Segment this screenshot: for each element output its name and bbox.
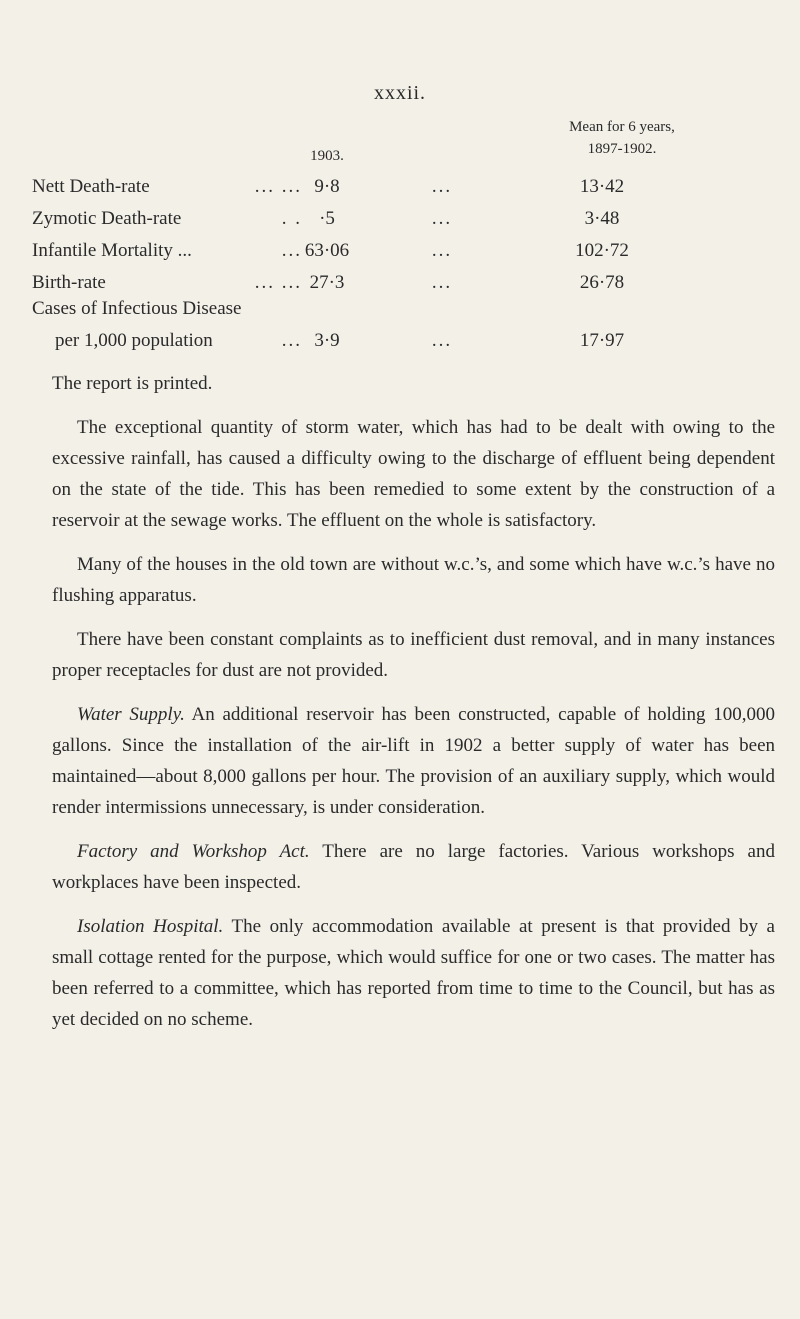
value-mean: 26·78 bbox=[579, 272, 625, 293]
column-header-1903: 1903. bbox=[310, 148, 344, 164]
paragraph bbox=[52, 911, 775, 1035]
section-heading: Factory and Workshop Act. bbox=[77, 841, 310, 862]
table-row bbox=[32, 298, 732, 328]
leader-dots: ... bbox=[431, 330, 453, 351]
column-header-mean-line2: 1897-1902. bbox=[587, 141, 657, 157]
leader-dots: ... bbox=[431, 272, 453, 293]
paragraph: The report is printed. bbox=[52, 373, 213, 394]
value-mean: 3·48 bbox=[584, 208, 620, 229]
row-label: Birth-rate bbox=[32, 272, 106, 293]
section-heading: Water Supply. bbox=[77, 704, 185, 725]
leader-dots: ... bbox=[431, 240, 453, 261]
value-mean: 102·72 bbox=[575, 240, 629, 261]
paragraph bbox=[52, 699, 775, 823]
paragraph: There have been constant complaints as to inefficient dust removal, and in many instances proper receptacles for dust are not provided. bbox=[52, 629, 775, 681]
leader-dots: ... bbox=[431, 176, 453, 197]
leader-dots: ... bbox=[431, 208, 453, 229]
value-1903: 9·8 bbox=[314, 176, 340, 197]
page-number: xxxii. bbox=[373, 82, 427, 104]
paragraph: Many of the houses in the old town are without w.c.’s, and some which have w.c.’s have no flushing apparatus. bbox=[52, 554, 775, 606]
table-row bbox=[32, 330, 732, 360]
column-header-mean-line1: Mean for 6 years, bbox=[569, 119, 675, 135]
section-heading: Isolation Hospital. bbox=[77, 916, 224, 937]
row-label: Cases of Infectious Disease bbox=[32, 298, 242, 319]
table-row bbox=[32, 208, 732, 238]
paragraph-text: There are no large factories. Various workshops and workplaces have been inspected. bbox=[52, 841, 775, 893]
leader-dots: ... ... bbox=[254, 272, 302, 293]
table-row bbox=[32, 240, 732, 270]
paragraph-text: The only accommodation available at present is that provided by a small cottage rented for the purpose, which would suffice for one or two cases. The matter has been referred to a committee, which has reported from time to time to the Council, but has as yet decided on no scheme. bbox=[52, 916, 775, 1030]
paragraph bbox=[52, 836, 775, 898]
report-body bbox=[52, 368, 775, 1048]
leader-dots: . . bbox=[281, 208, 302, 229]
row-label: per 1,000 population bbox=[55, 330, 213, 351]
value-1903: ·5 bbox=[319, 208, 335, 229]
row-label: Nett Death-rate bbox=[32, 176, 150, 197]
leader-dots: ... bbox=[281, 240, 302, 261]
row-label: Zymotic Death-rate bbox=[32, 208, 182, 229]
value-mean: 17·97 bbox=[579, 330, 625, 351]
paragraph: The exceptional quantity of storm water, which has had to be dealt with owing to the excessive rainfall, has caused a difficulty owing to the discharge of effluent being dependent on the state of the tide. This has been remedied to some extent by the construction of a reservoir at the sewage works. The effluent on the whole is satisfactory. bbox=[52, 417, 775, 531]
value-1903: 3·9 bbox=[314, 330, 340, 351]
row-label: Infantile Mortality ... bbox=[32, 240, 192, 261]
column-header-mean bbox=[502, 116, 742, 160]
leader-dots: ... ... bbox=[254, 176, 302, 197]
value-1903: 27·3 bbox=[309, 272, 345, 293]
paragraph-text: An additional reservoir has been constructed, capable of holding 100,000 gallons. Since the installation of the air-lift in 1902 a better supply of water has been maintained—about 8,000 gallons per hour. The provision of an auxiliary supply, which would render intermissions unnecessary, is under consideration. bbox=[52, 704, 776, 818]
table-row bbox=[32, 176, 732, 206]
value-1903: 63·06 bbox=[304, 240, 350, 261]
value-mean: 13·42 bbox=[579, 176, 625, 197]
leader-dots: ... bbox=[281, 330, 302, 351]
